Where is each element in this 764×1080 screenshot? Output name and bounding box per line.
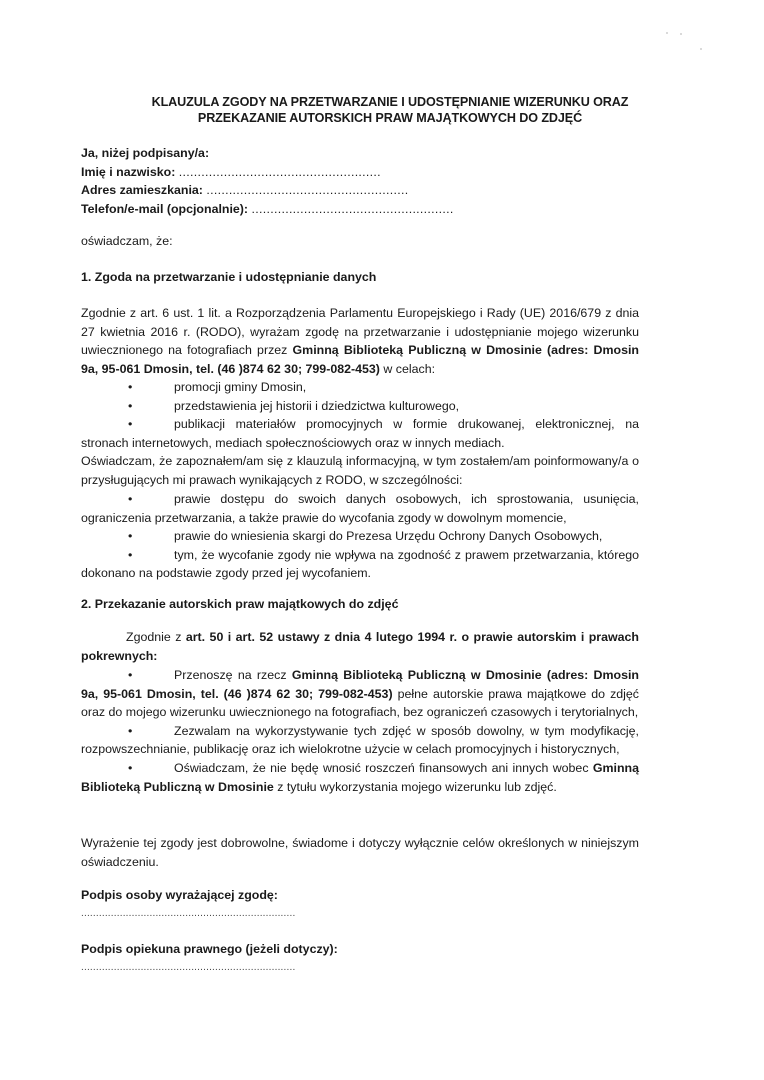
list-item: [81, 666, 639, 722]
list-item-text: tym, że wycofanie zgody nie wpływa na zgodność z prawem przetwarzania, którego dokonano na podstawie zgody przed jej wycofaniem.: [81, 547, 639, 581]
signature-line: ........................................................................: [81, 961, 296, 973]
fill-in-line: ......................................................: [206, 183, 409, 198]
list-item-text: przedstawienia jej historii i dziedzictwa kulturowego,: [174, 398, 460, 413]
list-item: [81, 490, 639, 527]
title-line-2: PRZEKAZANIE AUTORSKICH PRAW MAJĄTKOWYCH DO ZDJĘĆ: [197, 111, 583, 125]
rights-list: [81, 490, 639, 583]
section-1-heading: 1. Zgoda na przetwarzanie i udostępnianie danych: [81, 270, 377, 284]
list-item: [81, 527, 639, 546]
library-name: Gminną Biblioteką Publiczną w Dmosinie (adres: Dmosin 9a, 95-061 Dmosin, tel. (46 )874 62 30; 799-082-453): [81, 343, 639, 376]
closing-paragraph: Wyrażenie tej zgody jest dobrowolne, świadome i dotyczy wyłącznie celów określonych w niniejszym oświadczeniu.: [81, 836, 639, 869]
signature-line: ........................................................................: [81, 907, 296, 919]
section-2-intro: [81, 628, 639, 665]
scan-speck: [666, 32, 668, 34]
fill-in-line: ......................................................: [178, 164, 381, 179]
bullet-icon: •: [128, 417, 133, 432]
copyright-list: [81, 666, 639, 796]
bullet-icon: •: [128, 723, 133, 738]
list-item: [81, 415, 639, 452]
bullet-icon: •: [128, 529, 133, 544]
library-name: Gminną Biblioteką Publiczną w Dmosinie (adres: Dmosin 9a, 95-061 Dmosin, tel. (46 )874 62 30; 799-082-453): [81, 668, 639, 701]
field-label: Adres zamieszkania:: [81, 183, 203, 198]
declare-text: oświadczam, że:: [81, 234, 173, 248]
paragraph-text: pełne autorskie prawa majątkowe do zdjęć oraz do mojego wizerunku uwiecznionego na fotografiach, bez ograniczeń czasowych i terytorialnych,: [81, 686, 639, 720]
bullet-icon: •: [128, 380, 133, 394]
signature-label: Podpis opiekuna prawnego (jeżeli dotyczy):: [81, 942, 338, 956]
purposes-list: [81, 378, 639, 452]
list-item-text: [81, 666, 639, 722]
list-item: [81, 722, 639, 759]
paragraph-text: Oświadczam, że nie będę wnosić roszczeń finansowych ani innych wobec: [174, 760, 593, 775]
field-address: [81, 181, 639, 200]
rodo-rights-paragraph: Oświadczam, że zapoznałem/am się z klauzulą informacyjną, w tym zostałem/am poinformowany/a o przysługujących mi prawach wynikających z RODO, w szczególności:: [81, 454, 639, 487]
paragraph-text: Zgodnie z art. 6 ust. 1 lit. a Rozporządzenia Parlamentu Europejskiego i Rady (UE) 2016/679 z dnia 27 kwietnia 2016 r. (RODO), wyrażam zgodę na przetwarzanie i udostępnianie mojego wizerunku uwiecznionego na fotografiach przez: [81, 306, 639, 358]
paragraph-text: w celach:: [379, 361, 436, 376]
list-item: [81, 759, 639, 796]
list-item: [81, 378, 639, 397]
scan-speck: [680, 33, 682, 35]
signature-label: Podpis osoby wyrażającej zgodę:: [81, 888, 278, 902]
field-label: Imię i nazwisko:: [81, 164, 176, 179]
law-reference: art. 50 i art. 52 ustawy z dnia 4 lutego 1994 r. o prawie autorskim i prawach pokrewnych:: [81, 630, 639, 663]
list-item-text: prawie do wniesienia skargi do Prezesa Urzędu Ochrony Danych Osobowych,: [174, 529, 603, 544]
paragraph-text: Zgodnie z: [126, 630, 186, 644]
section-1-paragraph: [81, 304, 639, 378]
document-title: [100, 94, 680, 126]
bullet-icon: •: [128, 547, 133, 562]
list-item-text: Zezwalam na wykorzystywanie tych zdjęć w sposób dowolny, w tym modyfikację, rozpowszechnianie, publikację oraz ich wielokrotne użycie w celach promocyjnych i historycznych,: [81, 723, 639, 757]
field-label: Telefon/e-mail (opcjonalnie):: [81, 201, 249, 216]
signed-label: Ja, niżej podpisany/a:: [81, 146, 210, 160]
bullet-icon: •: [128, 398, 133, 413]
scan-speck: [700, 48, 702, 50]
library-name: Gminną Biblioteką Publiczną w Dmosinie: [81, 760, 639, 794]
list-item: [81, 397, 639, 416]
field-contact: [81, 200, 639, 219]
list-item-text: prawie dostępu do swoich danych osobowych, ich sprostowania, usunięcia, ograniczenia przetwarzania, a także prawie do wycofania zgody w dowolnym momencie,: [81, 492, 639, 525]
signature-block-person: [81, 886, 639, 923]
list-item-text: promocji gminy Dmosin,: [174, 380, 307, 394]
paragraph-text: z tytułu wykorzystania mojego wizerunku lub zdjęć.: [273, 779, 557, 794]
title-line-1: KLAUZULA ZGODY NA PRZETWARZANIE I UDOSTĘPNIANIE WIZERUNKU ORAZ: [151, 95, 629, 109]
bullet-icon: •: [128, 668, 133, 682]
list-item-text: [81, 759, 639, 796]
fill-in-line: ......................................................: [251, 201, 454, 216]
list-item: [81, 546, 639, 583]
bullet-icon: •: [128, 492, 133, 506]
section-2-heading: 2. Przekazanie autorskich praw majątkowych do zdjęć: [81, 597, 399, 611]
personal-data-fields: [81, 144, 639, 218]
signature-block-guardian: [81, 940, 639, 977]
paragraph-text: Przenoszę na rzecz: [174, 668, 292, 682]
field-name: [81, 163, 639, 182]
list-item-text: publikacji materiałów promocyjnych w formie drukowanej, elektronicznej, na stronach internetowych, mediach społecznościowych oraz w innych mediach.: [81, 417, 639, 450]
bullet-icon: •: [128, 760, 133, 775]
